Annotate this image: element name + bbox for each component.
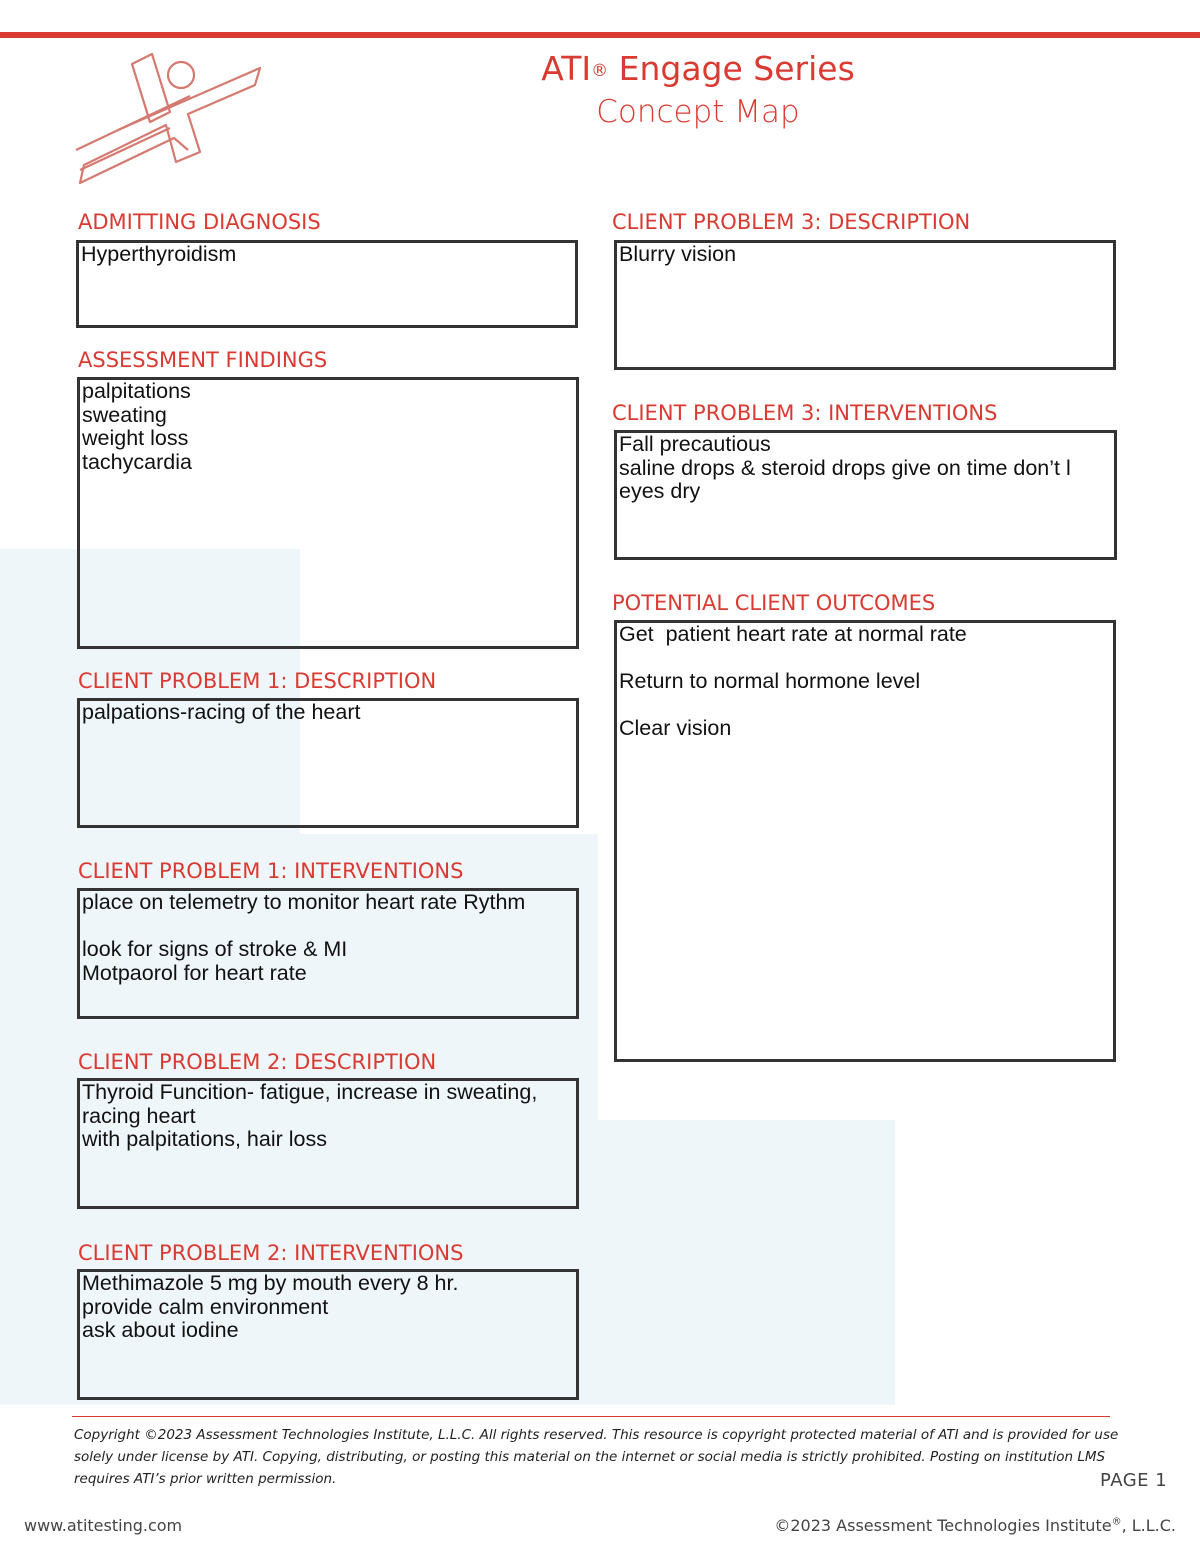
field-line: palpitations (82, 379, 191, 403)
field-line: Fall precautious (619, 432, 771, 456)
problem3-description-label: CLIENT PROBLEM 3: DESCRIPTION (612, 210, 971, 234)
field-line: eyes dry (619, 479, 701, 503)
problem2-interventions-field[interactable] (77, 1269, 579, 1400)
problem2-interventions-label: CLIENT PROBLEM 2: INTERVENTIONS (78, 1241, 464, 1265)
website-link[interactable]: www.atitesting.com (24, 1516, 183, 1535)
field-line: provide calm environment (82, 1294, 329, 1319)
problem1-interventions-label: CLIENT PROBLEM 1: INTERVENTIONS (78, 859, 464, 883)
problem3-description-field[interactable] (614, 240, 1116, 370)
field-line (619, 694, 1113, 718)
field-line: Methimazole 5 mg by mouth every 8 hr. (82, 1271, 459, 1295)
header-red-rule (0, 32, 1200, 38)
company-registered-mark: ® (1111, 1516, 1122, 1528)
problem1-interventions-field[interactable] (77, 888, 579, 1019)
page-number: PAGE 1 (1100, 1470, 1168, 1491)
company-suffix: , L.L.C. (1121, 1516, 1176, 1535)
admitting-diagnosis-label: ADMITTING DIAGNOSIS (78, 210, 321, 234)
problem1-description-label: CLIENT PROBLEM 1: DESCRIPTION (78, 669, 437, 693)
series-name: Engage Series (608, 49, 855, 88)
field-line: Motpaorol for heart rate (82, 960, 307, 985)
field-line: place on telemetry to monitor heart rate Rythm (82, 890, 526, 914)
problem2-description-label: CLIENT PROBLEM 2: DESCRIPTION (78, 1050, 437, 1074)
problem3-interventions-field[interactable] (614, 430, 1117, 560)
field-line: Clear vision (619, 716, 732, 740)
assessment-findings-field[interactable] (77, 377, 579, 649)
potential-outcomes-label: POTENTIAL CLIENT OUTCOMES (612, 591, 936, 615)
field-line: Blurry vision (619, 242, 737, 266)
field-line: saline drops & steroid drops give on time don’t l (619, 455, 1071, 480)
field-line (619, 647, 1113, 671)
field-line: Thyroid Funcition- fatigue, increase in sweating, (82, 1080, 538, 1104)
footer-rule (72, 1416, 1110, 1417)
field-line: with palpitations, hair loss (82, 1127, 327, 1151)
field-line: palpations-racing of the heart (82, 700, 361, 724)
problem3-interventions-label: CLIENT PROBLEM 3: INTERVENTIONS (612, 401, 998, 425)
assessment-findings-label: ASSESSMENT FINDINGS (78, 348, 328, 372)
field-line: tachycardia (82, 449, 192, 474)
field-line: sweating (82, 402, 167, 427)
background-panel (598, 1120, 895, 1405)
field-line: ask about iodine (82, 1318, 239, 1342)
field-line: racing heart (82, 1103, 196, 1128)
company-copyright (774, 1516, 1176, 1535)
field-line: Return to normal hormone level (619, 669, 921, 693)
copyright-notice: Copyright ©2023 Assessment Technologies Institute, L.L.C. All rights reserved. This resource is copyright protected material of ATI and is provided for use solely under license by ATI. Copying, distributing, or posting this material on the internet or social media is strictly prohibited. Posting on institution LMS requires ATI’s prior written permission. (74, 1427, 1119, 1487)
problem2-description-field[interactable] (77, 1078, 579, 1209)
field-line (82, 915, 576, 939)
ati-logo-icon (70, 52, 270, 192)
field-line: Hyperthyroidism (81, 242, 237, 266)
problem1-description-field[interactable] (77, 698, 579, 828)
registered-mark: ® (591, 61, 609, 81)
page-title (440, 48, 956, 134)
potential-outcomes-field[interactable] (614, 620, 1116, 1062)
company-name: ©2023 Assessment Technologies Institute (774, 1516, 1112, 1535)
brand-name: ATI (541, 49, 592, 88)
field-line: weight loss (82, 426, 189, 450)
page-subtitle: Concept Map (596, 94, 800, 130)
admitting-diagnosis-field[interactable] (76, 240, 578, 328)
field-line: look for signs of stroke & MI (82, 937, 348, 961)
field-line: Get patient heart rate at normal rate (619, 622, 967, 646)
